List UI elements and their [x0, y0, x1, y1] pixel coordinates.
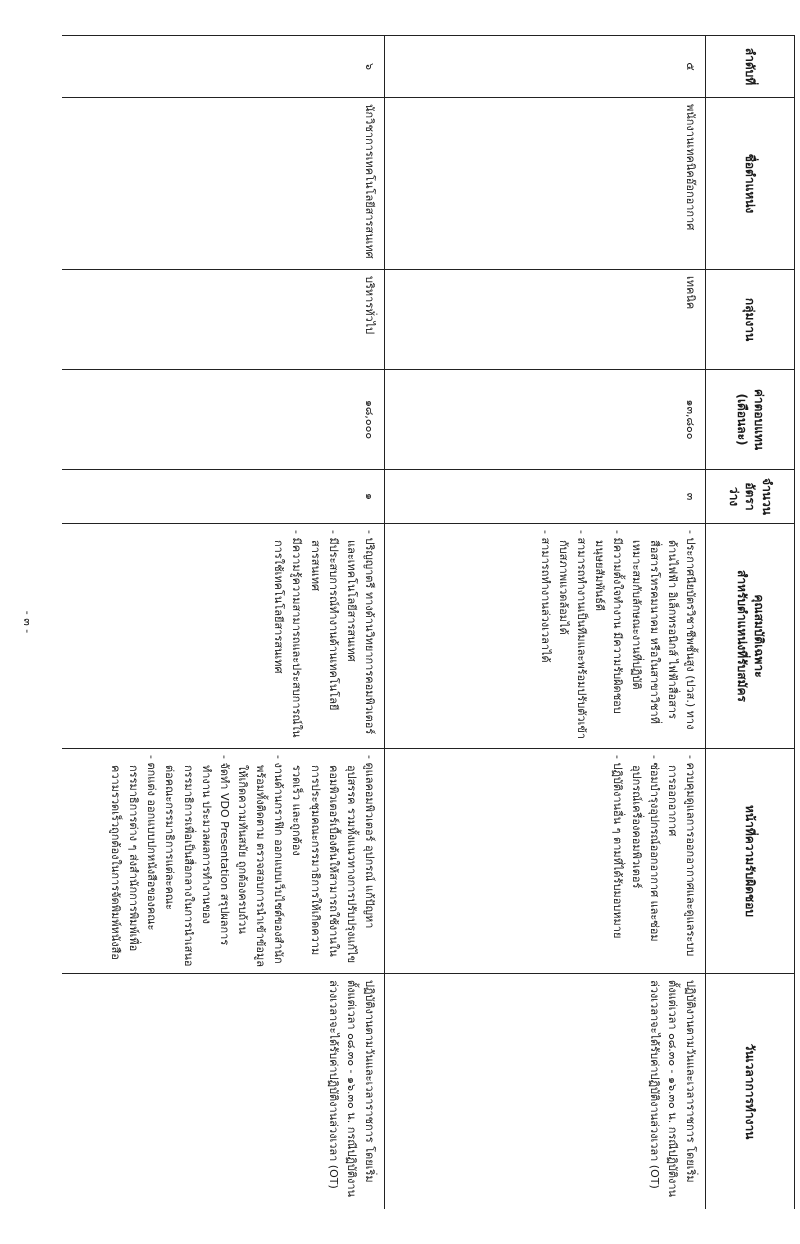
cell-position: นักวิชาการเทคโนโลยีสารสนเทศ — [62, 98, 385, 270]
cell-duties — [385, 749, 706, 974]
qualification-item: - สามารถทำงานเป็นทีมและพร้อมปรับตัวเข้ากับสภาพแวดล้อมได้ — [554, 530, 590, 742]
header-row — [706, 36, 795, 1210]
header-hours: วันเวลาการทำงาน — [706, 974, 795, 1210]
duty-item: - จัดทำ VDO Presentation สรุปผลการทำงาน ประมวลผลการทำงานของกรรมาธิการเพื่อเป็นสื่อกลางในการนำเสนอต่อคณะกรรมาธิการแต่ละคณะ — [160, 755, 233, 967]
duty-item: - ซ่อมบำรุงอุปกรณ์ออกอากาศ และซ่อมอุปกรณ์เครื่องคอมพิวเตอร์ — [626, 755, 662, 967]
header-group: กลุ่มงาน — [706, 270, 795, 370]
duty-item: - งานด้านกราฟิก ออกแบบเว็บไซต์ของสำนัก พร้อมทั้งติดตาม ตรวจสอบการนำเข้าข้อมูลให้เกิดความทันสมัย ถูกต้องครบถ้วน — [233, 755, 287, 967]
qualification-item: - มีประสบการณ์ทำงานด้านเทคโนโลยีสารสนเทศ — [305, 530, 341, 742]
header-position: ชื่อตำแหน่ง — [706, 98, 795, 270]
cell-no: ๕ — [385, 36, 706, 98]
page-number: - ๓ - — [21, 610, 34, 634]
table-row — [385, 36, 706, 1210]
header-qualifications: คุณสมบัติเฉพาะ สำหรับตำแหน่งที่รับสมัคร — [706, 524, 795, 749]
cell-hours: ปฏิบัติงานตามวันและเวลาราชการ โดยเริ่มตั้งแต่เวลา ๐๘.๓๐ - ๑๖.๓๐ น. กรณีปฏิบัติงานล่วงเวลาจะได้รับค่าปฏิบัติงานล่วงเวลา (OT) — [385, 974, 706, 1210]
header-no: ลำดับที่ — [706, 36, 795, 98]
qualification-item: - มีความรู้ความสามารถและประสบการณ์ในการใช้เทคโนโลยีสารสนเทศ — [269, 530, 305, 742]
duty-item: - ควบคุมดูแลการออกอากาศและดูแลระบบการออกอากาศ — [663, 755, 699, 967]
qualification-item: - ปริญญาตรี ทางด้านวิทยาการคอมพิวเตอร์และเทคโนโลยีสารสนเทศ — [342, 530, 378, 742]
cell-no: ๖ — [62, 36, 385, 98]
header-duties: หน้าที่ความรับผิดชอบ — [706, 749, 795, 974]
cell-vacancy: ๓ — [385, 470, 706, 524]
duty-item: - ดูแลคอมพิวเตอร์ อุปกรณ์ แก้ปัญหาอุปสรรค รวมทั้งแนวทางการปรับปรุงแก้ไขคอมพิวเตอร์เบื้องต้นให้สามารถใช้งานในการประชุมคณะกรรมาธิการให้เกิดความรวดเร็ว และถูกต้อง — [287, 755, 378, 967]
document-page — [62, 35, 795, 1209]
cell-qualifications — [62, 524, 385, 749]
qualification-item: - ประกาศนียบัตรวิชาชีพชั้นสูง (ปวส.) ทางด้านไฟฟ้า อิเล็กทรอนิกส์ ไฟฟ้าสื่อสาร สื่อสารโทรคมนาคม หรือในสาขาวิชาที่เหมาะสมกับลักษณะงานที่ปฏิบัติ — [626, 530, 699, 742]
cell-salary: ๑๘,๐๐๐ — [62, 370, 385, 470]
header-vacancy: จำนวน อัตรา ว่าง — [706, 470, 795, 524]
cell-group: เทคนิค — [385, 270, 706, 370]
cell-position: พนักงานเทคนิคอ๊อกอากาศ — [385, 98, 706, 270]
qualification-item: - มีความตั้งใจทำงาน มีความรับผิดชอบ มนุษยสัมพันธ์ดี — [590, 530, 626, 742]
cell-qualifications — [385, 524, 706, 749]
position-table-rotated — [62, 35, 795, 1209]
cell-group: บริหารทั่วไป — [62, 270, 385, 370]
qualification-item: - สามารถทำงานล่วงเวลาได้ — [536, 530, 554, 742]
duty-item: - ตกแต่ง ออกแบบปกหนังสือของคณะกรรมาธิการต่าง ๆ ส่งสำนักการพิมพ์เพื่อความรวดเร็วถูกต้องในการจัดพิมพ์หนังสือ — [106, 755, 160, 967]
cell-salary: ๑๓,๘๐๐ — [385, 370, 706, 470]
table-row — [62, 36, 385, 1210]
cell-hours: ปฏิบัติงานตามวันและเวลาราชการ โดยเริ่มตั้งแต่เวลา ๐๘.๓๐ - ๑๖.๓๐ น. กรณีปฏิบัติงานล่วงเวลาจะได้รับค่าปฏิบัติงานล่วงเวลา (OT) — [62, 974, 385, 1210]
position-table — [62, 35, 795, 1209]
duty-item: - ปฏิบัติงานอื่น ๆ ตามที่ได้รับมอบหมาย — [608, 755, 626, 967]
cell-vacancy: ๑ — [62, 470, 385, 524]
header-salary: ค่าตอบแทน (เดือนละ) — [706, 370, 795, 470]
cell-duties — [62, 749, 385, 974]
